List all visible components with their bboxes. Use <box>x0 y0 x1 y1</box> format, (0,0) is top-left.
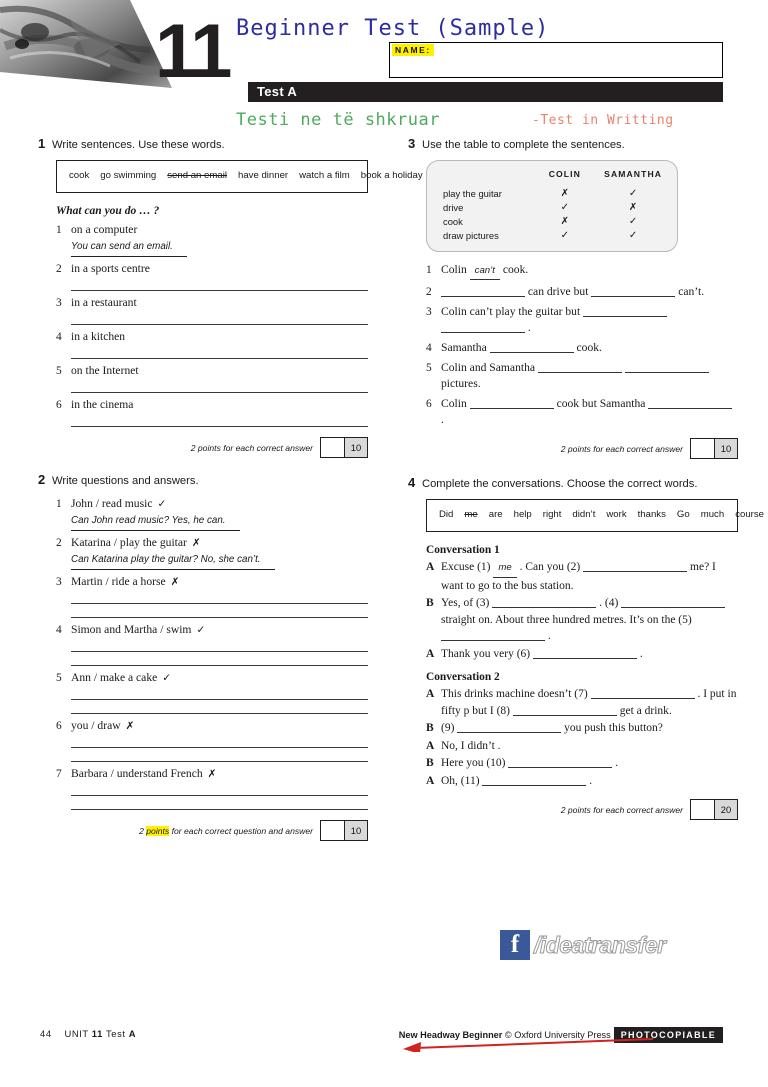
name-field[interactable] <box>389 42 723 78</box>
item-text: Simon and Martha / swim <box>71 623 192 636</box>
exercise-2-score <box>38 820 368 841</box>
line-text: (9) you push this button? <box>441 722 663 734</box>
item-answer: Can John read music? Yes, he can. <box>71 513 240 531</box>
exercise-3-score-text: 2 points for each correct answer <box>560 443 683 454</box>
exercise-item <box>38 222 368 257</box>
table-cell: ✗ <box>628 201 638 213</box>
exercise-3-score <box>408 438 738 459</box>
exercise-1-score-text: 2 points for each correct answer <box>190 442 313 453</box>
word-chip: watch a film <box>299 170 350 181</box>
item-number: 4 <box>56 331 62 343</box>
exercise-4-wordbox <box>426 499 764 532</box>
exercise-4-score-input[interactable] <box>691 800 715 819</box>
speaker-label: A <box>426 647 435 660</box>
unit-number: 11 <box>155 9 230 94</box>
item-number: 7 <box>56 768 62 780</box>
word-chip: help <box>513 509 532 520</box>
word-chip: Go <box>676 509 690 520</box>
exercise-4-score-box[interactable] <box>690 799 738 820</box>
exercise-2-instruction: Write questions and answers. <box>52 475 199 487</box>
subtitle-albanian: Testi ne të shkruar <box>236 110 440 130</box>
blank-field[interactable] <box>533 646 637 659</box>
sentence-text: Colin <box>441 397 470 410</box>
answer-line[interactable] <box>71 747 368 748</box>
exercise-1-heading <box>38 136 368 153</box>
answer-line[interactable] <box>71 665 368 666</box>
footer-test-letter: A <box>128 1028 137 1039</box>
word-chip: go swimming <box>100 170 157 181</box>
table-row <box>427 186 677 200</box>
header-photo <box>0 0 172 100</box>
exercise-item <box>38 329 368 359</box>
exercise-1-score-max: 10 <box>345 438 367 457</box>
exercise-2-heading <box>38 472 368 489</box>
exercise-3-score-input[interactable] <box>691 439 715 458</box>
speaker-label: A <box>426 774 435 787</box>
item-number: 3 <box>426 306 432 318</box>
exercise-4-score-text: 2 points for each correct answer <box>560 804 683 815</box>
exercise-item <box>38 622 368 666</box>
blank-field[interactable] <box>470 396 554 409</box>
answer-line[interactable] <box>71 617 368 618</box>
sentence-text: Samantha <box>441 341 490 354</box>
line-text: Yes, of (3) . (4) straight on. About three hundred metres. It’s on the (5) . <box>441 597 725 642</box>
table-cell: ✓ <box>628 187 638 199</box>
item-number: 3 <box>56 576 62 588</box>
exercise-3-score-box[interactable] <box>690 438 738 459</box>
blank-field[interactable] <box>492 595 596 608</box>
photocopiable-badge: PHOTOCOPIABLE <box>614 1027 723 1043</box>
exercise-2-score-input[interactable] <box>321 821 345 840</box>
item-text: Katarina / play the guitar <box>71 536 187 549</box>
answer-line[interactable] <box>71 809 368 810</box>
exercise-3-instruction: Use the table to complete the sentences. <box>422 139 625 151</box>
line-text: Here you (10) . <box>441 757 619 769</box>
answer-line[interactable] <box>71 392 368 393</box>
answer-line[interactable] <box>71 699 368 700</box>
exercise-1-score-box[interactable] <box>320 437 368 458</box>
exercise-2 <box>38 472 368 841</box>
exercise-4-number: 4 <box>408 475 416 490</box>
item-answer: You can send an email. <box>71 239 187 257</box>
item-number: 6 <box>426 398 432 410</box>
answer-line[interactable] <box>71 713 368 714</box>
table-row <box>427 200 677 214</box>
word-chip: have dinner <box>237 170 289 181</box>
footer-page-number: 44 <box>40 1028 52 1039</box>
exercise-1-prompt: What can you do … ? <box>56 205 160 217</box>
conversation-line <box>408 738 738 755</box>
word-chip: work <box>606 509 627 520</box>
speaker-label: A <box>426 561 435 573</box>
exercise-sentence <box>408 360 738 392</box>
table-cell: ✓ <box>628 229 638 241</box>
conversation-2-title: Conversation 2 <box>426 671 500 683</box>
conversation-line <box>408 773 738 790</box>
blank-field[interactable] <box>648 396 732 409</box>
table-row-label: drive <box>443 201 464 213</box>
exercise-item <box>38 363 368 393</box>
word-chip: are <box>488 509 503 520</box>
speaker-label: A <box>426 739 435 752</box>
test-banner <box>248 82 723 102</box>
filled-answer: me <box>493 560 516 578</box>
name-label: NAME: <box>392 44 434 56</box>
answer-line[interactable] <box>71 426 368 427</box>
conversation-line <box>408 646 738 663</box>
exercise-1-score <box>38 437 368 458</box>
exercise-sentence <box>408 262 738 280</box>
item-number: 5 <box>426 362 432 374</box>
conversation-line <box>408 595 738 645</box>
item-text: you / draw <box>71 719 121 732</box>
blank-field[interactable] <box>625 360 709 373</box>
blank-field[interactable] <box>591 686 695 699</box>
item-number: 2 <box>56 263 62 275</box>
item-number: 5 <box>56 672 62 684</box>
sentence-text: . <box>525 321 531 334</box>
exercise-1-number: 1 <box>38 136 46 151</box>
answer-line[interactable] <box>71 761 368 762</box>
item-number: 1 <box>56 498 62 510</box>
table-col-header: COLIN <box>548 169 581 179</box>
footer-unit-number: 11 <box>91 1028 103 1039</box>
blank-field[interactable] <box>583 304 667 317</box>
exercise-4 <box>408 475 764 820</box>
item-number: 4 <box>56 624 62 636</box>
footer-copyright: New Headway Beginner © Oxford University Press <box>398 1030 611 1040</box>
exercise-sentence <box>408 340 738 356</box>
item-number: 5 <box>56 365 62 377</box>
footer-left <box>40 1028 136 1039</box>
word-chip: much <box>700 509 725 520</box>
line-text: No, I didn’t . <box>441 739 501 752</box>
blank-field[interactable] <box>513 703 617 716</box>
facebook-promo[interactable] <box>500 930 666 960</box>
item-mark: ✗ <box>125 720 135 732</box>
item-number: 3 <box>56 297 62 309</box>
item-number: 2 <box>426 286 432 298</box>
filled-answer: can’t <box>470 263 500 280</box>
table-col-header: SAMANTHA <box>604 169 663 179</box>
item-mark: ✗ <box>170 576 180 588</box>
conversation-line <box>408 755 738 772</box>
test-banner-label: Test A <box>257 84 298 99</box>
exercise-item <box>38 766 368 810</box>
blank-field[interactable] <box>583 559 687 572</box>
item-number: 1 <box>56 224 62 236</box>
sentence-text: Colin and Samantha <box>441 361 538 374</box>
exercise-2-score-box[interactable] <box>320 820 368 841</box>
blank-field[interactable] <box>441 628 545 641</box>
line-text: Thank you very (6) . <box>441 647 643 660</box>
exercise-2-items <box>38 496 368 810</box>
answer-line[interactable] <box>71 358 368 359</box>
exercise-sentence <box>408 396 738 428</box>
blank-field[interactable] <box>441 320 525 333</box>
blank-field[interactable] <box>441 284 525 297</box>
table-row-label: play the guitar <box>443 187 502 199</box>
item-answer: Can Katarina play the guitar? No, she can’t. <box>71 552 275 570</box>
exercise-2-score-max: 10 <box>345 821 367 840</box>
item-mark: ✗ <box>207 768 217 780</box>
answer-line[interactable] <box>71 290 368 291</box>
word-chip: cook <box>69 170 90 181</box>
item-text: in the cinema <box>71 398 134 411</box>
sentence-text: pictures. <box>441 377 481 390</box>
conversation-1-lines <box>408 559 738 662</box>
table-cell: ✗ <box>560 215 569 227</box>
facebook-handle: /ideatransfer <box>534 931 666 958</box>
sentence-text: cook. <box>499 263 529 276</box>
annotation-arrow <box>395 1036 655 1052</box>
right-column <box>408 136 764 822</box>
exercise-item <box>38 261 368 291</box>
exercise-item <box>38 397 368 427</box>
exercise-3-number: 3 <box>408 136 416 151</box>
answer-line[interactable] <box>71 651 368 652</box>
item-number: 6 <box>56 720 62 732</box>
item-number: 1 <box>426 264 432 276</box>
ability-table <box>426 160 678 252</box>
answer-line[interactable] <box>71 795 368 796</box>
exercise-1-instruction: Write sentences. Use these words. <box>52 139 225 151</box>
item-mark: ✗ <box>191 537 201 549</box>
item-text: Barbara / understand French <box>71 767 203 780</box>
exercise-4-heading <box>408 475 738 492</box>
line-text: Oh, (11) . <box>441 774 593 787</box>
conversation-line <box>408 686 738 719</box>
exercise-1-score-input[interactable] <box>321 438 345 457</box>
exercise-item <box>38 670 368 714</box>
table-row-label: draw pictures <box>443 229 499 241</box>
exercise-1-items <box>38 222 368 427</box>
exercise-sentence <box>408 304 738 336</box>
exercise-4-instruction: Complete the conversations. Choose the correct words. <box>422 478 698 490</box>
sentence-text: cook but Samantha <box>553 397 649 410</box>
speaker-label: B <box>426 757 434 769</box>
facebook-icon: f <box>500 930 530 960</box>
word-chip: didn’t <box>572 509 596 520</box>
table-cell: ✓ <box>560 201 569 213</box>
item-number: 2 <box>56 537 62 549</box>
sentence-text: Colin can’t play the guitar but <box>441 305 584 318</box>
table-cell: ✗ <box>560 187 569 199</box>
conversation-line <box>408 720 738 737</box>
exercise-1-wordbox <box>56 160 423 193</box>
word-chip: right <box>542 509 562 520</box>
sentence-text: can’t. <box>675 285 705 298</box>
blank-field[interactable] <box>490 340 574 353</box>
item-mark: ✓ <box>196 624 206 636</box>
blank-field[interactable] <box>621 595 725 608</box>
exercise-4-score <box>408 799 738 820</box>
answer-line[interactable] <box>71 324 368 325</box>
footer-test-word: Test <box>105 1028 126 1039</box>
item-text: Martin / ride a horse <box>71 575 166 588</box>
sentence-text: Colin <box>441 263 470 276</box>
word-chip: Did <box>439 509 454 520</box>
table-corner <box>427 169 540 186</box>
item-text: on a computer <box>71 223 138 236</box>
sentence-text: can drive but <box>525 285 592 298</box>
table-cell: ✓ <box>560 229 569 241</box>
conversation-2-lines <box>408 686 738 789</box>
word-chip: course <box>735 509 764 520</box>
exercise-3 <box>408 136 738 459</box>
page-title: Beginner Test (Sample) <box>236 16 550 41</box>
exercise-3-score-max: 10 <box>715 439 737 458</box>
item-text: Ann / make a cake <box>71 671 158 684</box>
sentence-text: . <box>441 413 444 426</box>
item-mark: ✓ <box>162 672 172 684</box>
item-number: 6 <box>56 399 62 411</box>
exercise-2-number: 2 <box>38 472 46 487</box>
score-highlight: points <box>146 825 170 836</box>
item-text: John / read music <box>71 497 153 510</box>
exercise-sentence <box>408 284 738 300</box>
subtitle-english: -Test in Writting <box>532 113 674 128</box>
table-row <box>427 228 677 242</box>
exercise-item <box>38 718 368 762</box>
left-column <box>38 136 423 843</box>
table-row <box>427 214 677 228</box>
word-chip: thanks <box>637 509 666 520</box>
exercise-4-score-max: 20 <box>715 800 737 819</box>
answer-line[interactable] <box>71 603 368 604</box>
exercise-item <box>38 496 368 531</box>
table-row-label: cook <box>443 215 463 227</box>
word-chip: book a holiday <box>360 170 423 181</box>
exercise-item <box>38 295 368 325</box>
exercise-3-heading <box>408 136 738 153</box>
blank-field[interactable] <box>457 720 561 733</box>
item-number: 4 <box>426 342 432 354</box>
exercise-1 <box>38 136 423 458</box>
speaker-label: A <box>426 688 435 700</box>
speaker-label: B <box>426 722 434 734</box>
item-mark: ✓ <box>157 498 167 510</box>
exercise-2-score-text: 2 points for each correct question and answer <box>139 825 313 836</box>
speaker-label: B <box>426 597 434 609</box>
footer-unit-word: UNIT <box>64 1028 89 1039</box>
exercise-item <box>38 535 368 570</box>
conversation-1-title: Conversation 1 <box>426 544 500 556</box>
blank-field[interactable] <box>538 360 622 373</box>
table-cell: ✓ <box>628 215 638 227</box>
exercise-3-sentences <box>408 262 738 428</box>
blank-field[interactable] <box>591 284 675 297</box>
line-text: This drinks machine doesn’t (7) . I put in fifty p but I (8) get a drink. <box>441 688 737 717</box>
item-text: in a kitchen <box>71 330 126 343</box>
item-text: in a sports centre <box>71 262 150 275</box>
blank-field[interactable] <box>482 773 586 786</box>
word-chip: me <box>464 509 478 520</box>
exercise-item <box>38 574 368 618</box>
line-text: Excuse (1) me . Can you (2) me? I want to go to the bus station. <box>441 561 716 592</box>
item-text: in a restaurant <box>71 296 137 309</box>
word-chip: send an email <box>167 170 227 181</box>
item-text: on the Internet <box>71 364 139 377</box>
blank-field[interactable] <box>508 755 612 768</box>
conversation-line <box>408 559 738 594</box>
sentence-text: cook. <box>573 341 602 354</box>
